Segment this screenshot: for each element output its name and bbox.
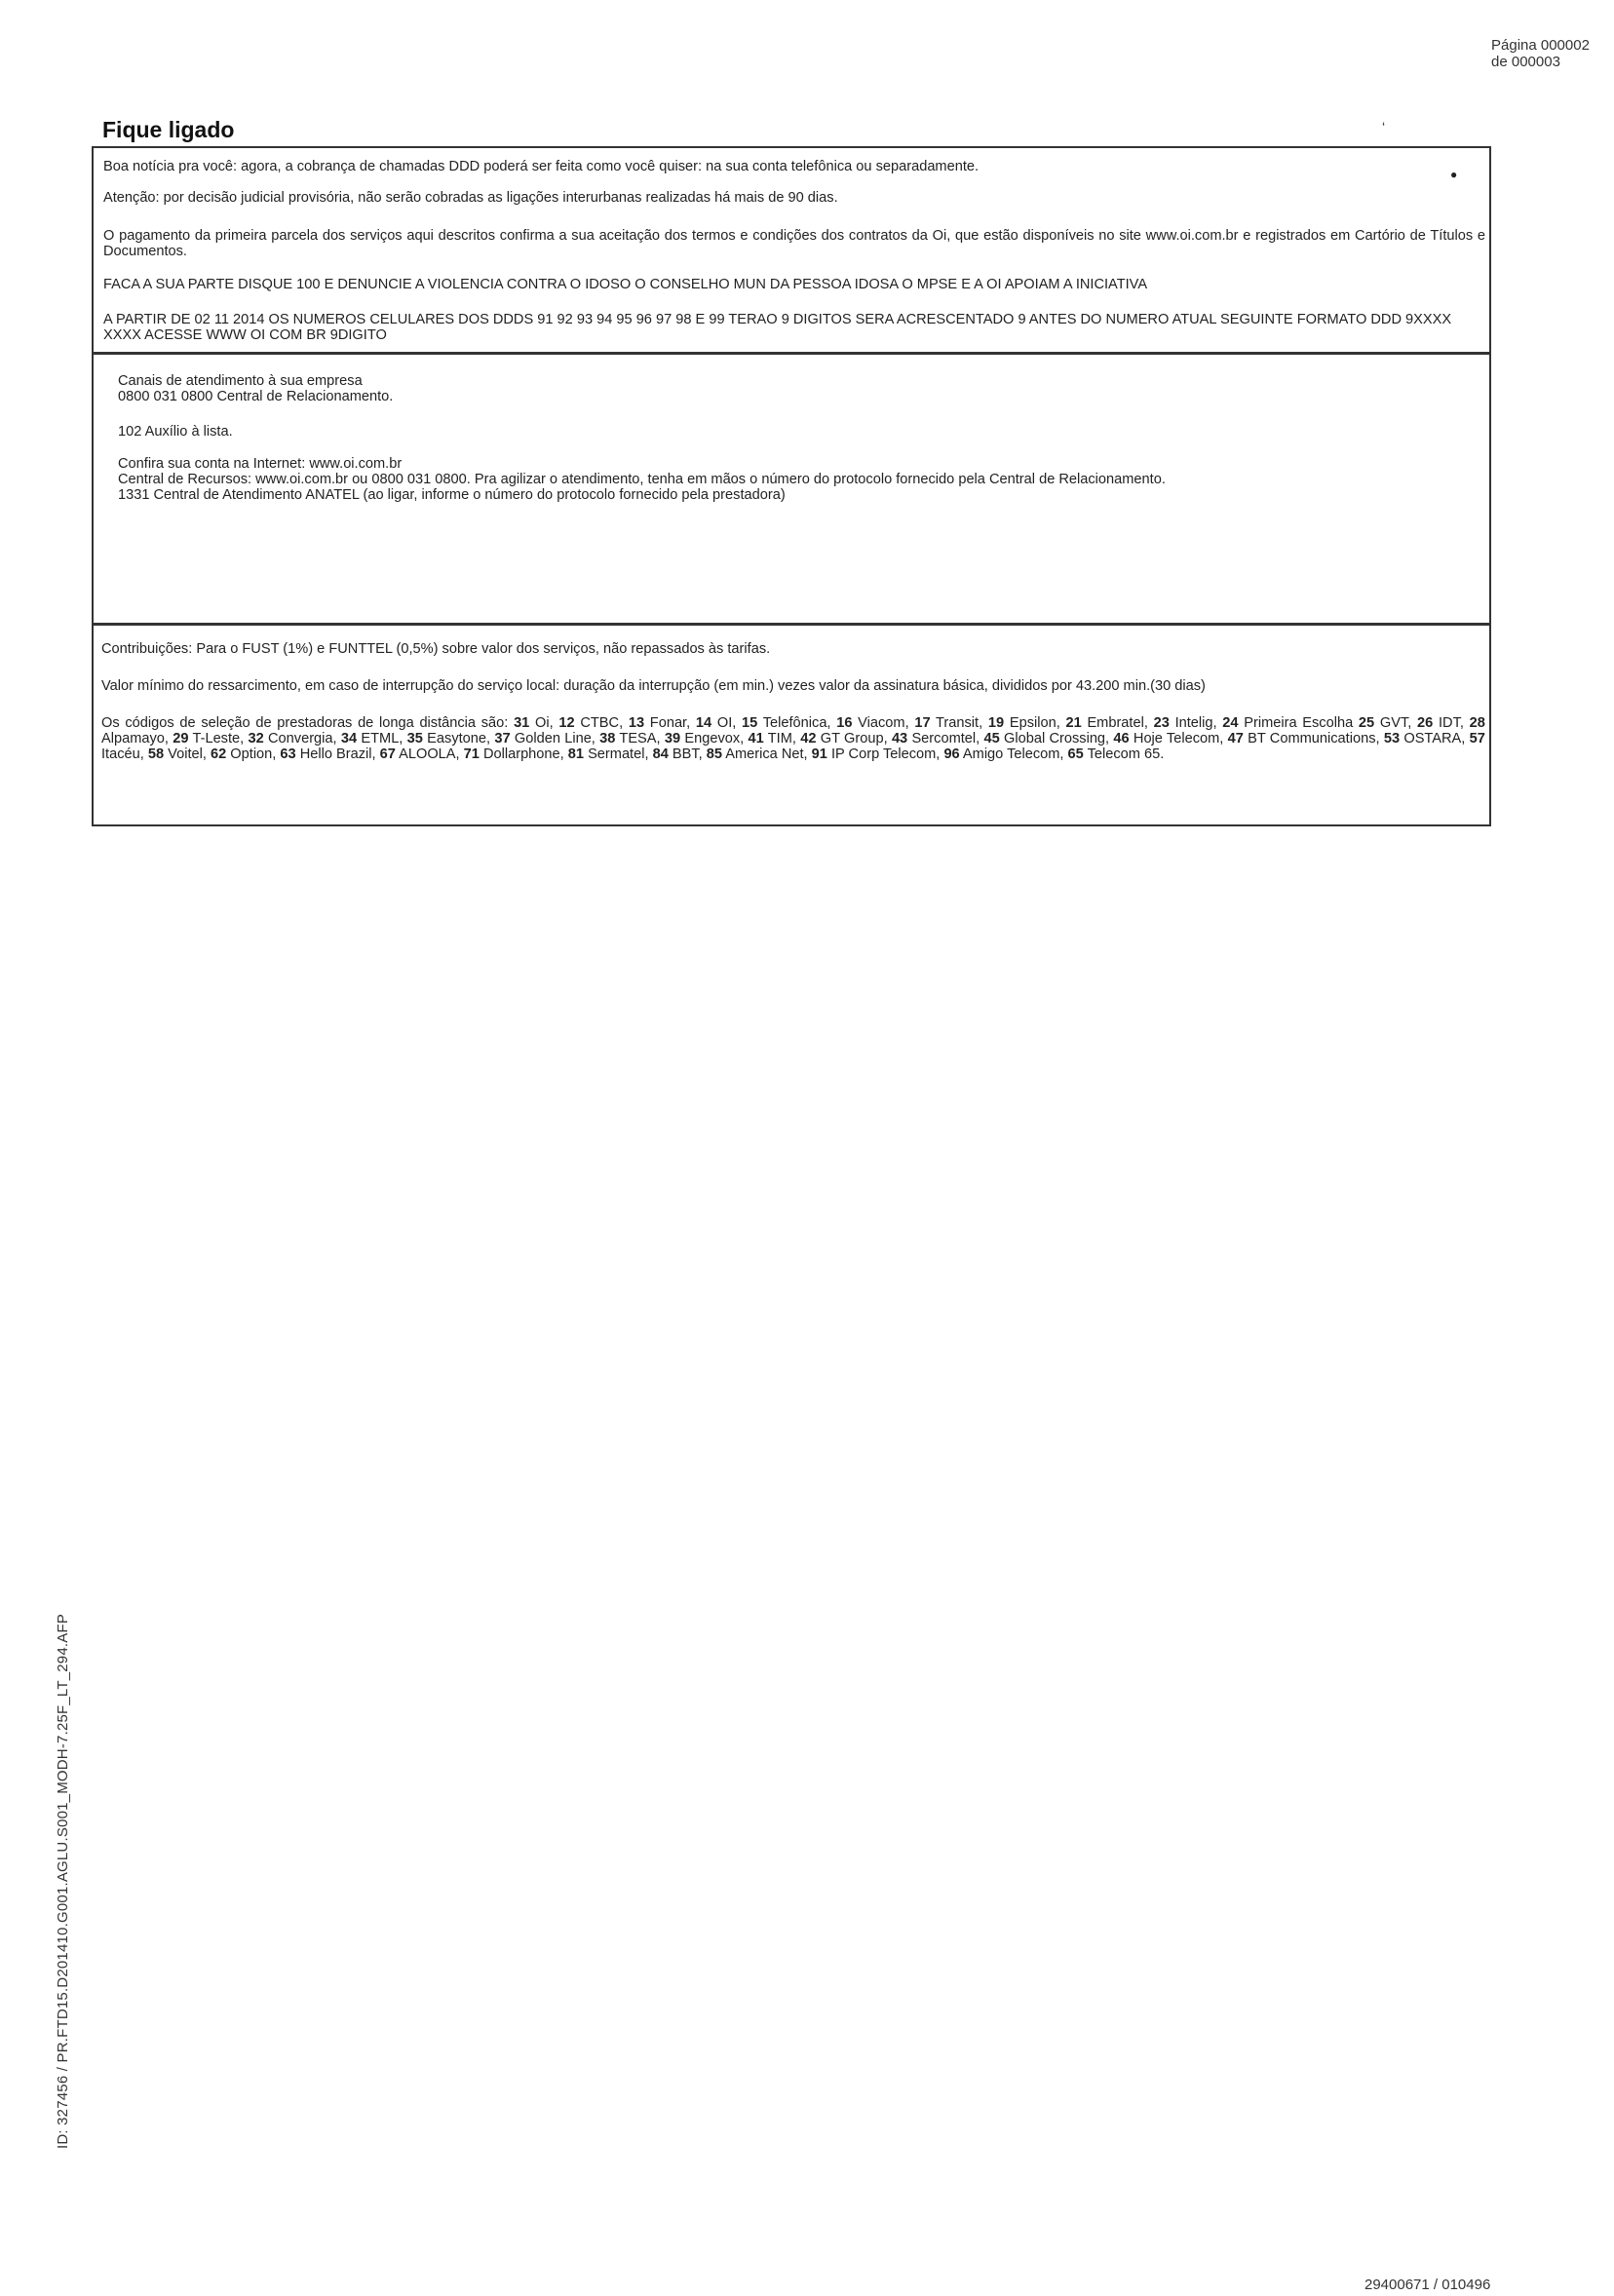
carrier-name: T-Leste, (192, 731, 245, 746)
carrier-code: 96 (943, 746, 960, 762)
carrier-code: 81 (567, 746, 585, 762)
carrier-entry (749, 731, 796, 746)
carrier-name: America Net, (725, 746, 808, 762)
carrier-code: 58 (147, 746, 165, 762)
info-box (92, 624, 1491, 826)
carrier-name: Easytone, (427, 731, 491, 746)
carrier-code: 53 (1383, 731, 1401, 746)
carrier-entry (1359, 715, 1411, 731)
carrier-name: IDT, (1438, 715, 1464, 731)
carrier-code: 28 (1469, 715, 1485, 731)
carrier-code: 47 (1227, 731, 1244, 746)
carrier-name: TIM, (767, 731, 796, 746)
carrier-name: OSTARA, (1403, 731, 1466, 746)
carrier-entry (812, 746, 941, 762)
carrier-name: Embratel, (1087, 715, 1148, 731)
carrier-entry (341, 731, 404, 746)
carrier-entry (1113, 731, 1223, 746)
carrier-name: Dollarphone, (482, 746, 564, 762)
carrier-code: 65 (1067, 746, 1084, 762)
carrier-name: BT Communications, (1248, 731, 1380, 746)
carrier-code: 13 (628, 715, 645, 731)
carrier-entry (988, 715, 1060, 731)
carrier-code: 32 (248, 731, 264, 746)
carrier-code: 14 (695, 715, 712, 731)
carrier-code: 91 (811, 746, 827, 762)
carrier-code: 57 (1469, 731, 1485, 746)
carrier-name: Intelig, (1174, 715, 1217, 731)
carrier-entry (280, 746, 375, 762)
carrier-entry (1417, 715, 1464, 731)
carrier-code: 84 (652, 746, 669, 762)
carrier-entry (629, 715, 690, 731)
footer-code: 29400671 / 010496 (1364, 2277, 1491, 2293)
carrier-entry (665, 731, 744, 746)
carrier-name: OI, (716, 715, 737, 731)
notice-ninth-digit: A PARTIR DE 02 11 2014 OS NUMEROS CELULARES DOS DDDS 91 92 93 94 95 96 97 98 E 99 TERAO 9 DIGITOS SERA ACRESCENTADO 9 ANTES DO NUMERO ATUAL SEGUINTE FORMATO DDD 9XXXX XXXX ACESSE WWW OI COM BR 9DIGITO (103, 312, 1452, 343)
info-contributions: Contribuições: Para o FUST (1%) e FUNTTEL (0,5%) sobre valor dos serviços, não repassados às tarifas. (101, 641, 771, 657)
carrier-name: Viacom, (858, 715, 909, 731)
carrier-entry (249, 731, 337, 746)
carrier-name: Itacéu, (101, 746, 144, 762)
carrier-name: Engevox, (684, 731, 745, 746)
info-refund: Valor mínimo do ressarcimento, em caso de interrupção do serviço local: duração da interrupção (em min.) vezes valor da assinatura básica, divididos por 43.200 min.(30 dias) (101, 678, 1206, 694)
info-carriers (101, 715, 1485, 762)
carrier-code: 38 (599, 731, 616, 746)
carrier-code: 67 (379, 746, 396, 762)
carrier-entry (836, 715, 908, 731)
carrier-code: 41 (748, 731, 764, 746)
carrier-code: 37 (494, 731, 511, 746)
carrier-entry (1065, 715, 1147, 731)
carrier-code: 25 (1358, 715, 1375, 731)
carrier-entry (943, 746, 1063, 762)
carrier-entry (1154, 715, 1217, 731)
carrier-entry (599, 731, 660, 746)
carrier-name: Global Crossing, (1004, 731, 1110, 746)
carrier-name: IP Corp Telecom, (830, 746, 941, 762)
channels-box (92, 353, 1491, 625)
carrier-entry (514, 715, 554, 731)
carrier-name: Fonar, (649, 715, 691, 731)
carrier-name: Voitel, (168, 746, 207, 762)
channel-directory: 102 Auxílio à lista. (118, 424, 233, 440)
carrier-code: 29 (173, 731, 189, 746)
carrier-name: Sermatel, (588, 746, 649, 762)
carrier-name: Alpamayo, (101, 731, 169, 746)
carrier-code: 24 (1222, 715, 1239, 731)
carrier-entry (696, 715, 736, 731)
notices-box (92, 146, 1491, 354)
carrier-entry (892, 731, 980, 746)
carrier-name: ALOOLA, (399, 746, 460, 762)
carrier-name: Convergia, (268, 731, 337, 746)
channel-company: Canais de atendimento à sua empresa 0800 031 0800 Central de Relacionamento. (118, 373, 394, 404)
carrier-code: 16 (836, 715, 853, 731)
carrier-name: Epsilon, (1009, 715, 1060, 731)
carrier-name: ETML, (361, 731, 404, 746)
page-number: Página 000002 de 000003 (1491, 37, 1590, 70)
carrier-name: Hoje Telecom, (1133, 731, 1224, 746)
carrier-entry (464, 746, 564, 762)
carrier-name: Transit, (936, 715, 983, 731)
carrier-entry (558, 715, 623, 731)
carrier-code: 42 (800, 731, 817, 746)
carrier-entry (1228, 731, 1380, 746)
carrier-name: GVT, (1379, 715, 1412, 731)
carrier-name: GT Group, (820, 731, 888, 746)
carrier-entry (407, 731, 490, 746)
notice-elderly: FACA A SUA PARTE DISQUE 100 E DENUNCIE A VIOLENCIA CONTRA O IDOSO O CONSELHO MUN DA PESSOA IDOSA O MPSE E A OI APOIAM A INICIATIVA (103, 277, 1148, 292)
carrier-code: 46 (1113, 731, 1130, 746)
carrier-entry (148, 746, 207, 762)
carrier-code: 45 (983, 731, 1000, 746)
carrier-code: 26 (1417, 715, 1434, 731)
carrier-name: BBT, (672, 746, 703, 762)
carrier-code: 34 (340, 731, 358, 746)
carrier-name: Golden Line, (514, 731, 596, 746)
carrier-name: Telefônica, (762, 715, 831, 731)
carrier-entry (494, 731, 596, 746)
carrier-entry (380, 746, 460, 762)
carrier-entry (568, 746, 649, 762)
carrier-entry (983, 731, 1109, 746)
carrier-name: Telecom 65. (1087, 746, 1165, 762)
carrier-name: CTBC, (580, 715, 624, 731)
carrier-entry (914, 715, 982, 731)
carrier-name: Sercomtel, (911, 731, 980, 746)
channel-internet: Confira sua conta na Internet: www.oi.com.br Central de Recursos: www.oi.com.br ou 0800 031 0800. Pra agilizar o atendimento, tenha em mãos o número do protocolo fornecido pela Central de Relacionamento. 1331 Central de Atendimento ANATEL (ao ligar, informe o número do protocolo fornecido pela prestadora) (118, 456, 1166, 503)
carrier-code: 12 (558, 715, 575, 731)
carrier-entry (653, 746, 703, 762)
carrier-code: 43 (891, 731, 908, 746)
carrier-code: 19 (987, 715, 1005, 731)
carrier-entry (211, 746, 276, 762)
carriers-intro: Os códigos de seleção de prestadoras de longa distância são: (101, 715, 509, 731)
carrier-entry (742, 715, 830, 731)
notice-contract: O pagamento da primeira parcela dos serviços aqui descritos confirma a sua aceitação dos termos e condições dos contratos da Oi, que estão disponíveis no site www.oi.com.br e registrados em Cartório de Títulos e Documentos. (103, 228, 1485, 259)
carrier-code: 23 (1153, 715, 1170, 731)
notice-ddd: Boa notícia pra você: agora, a cobrança de chamadas DDD poderá ser feita como você quiser: na sua conta telefônica ou separadamente. (103, 159, 980, 174)
carrier-entry (707, 746, 808, 762)
carrier-code: 17 (914, 715, 931, 731)
carrier-name: Oi, (535, 715, 554, 731)
side-document-id: ID: 327456 / PR.FTD15.D201410.G001.AGLU.S001_MODH-7.25F_LT_294.AFP (55, 1613, 71, 2149)
carrier-entry (1068, 746, 1165, 762)
carrier-name: TESA, (619, 731, 661, 746)
carrier-code: 35 (406, 731, 423, 746)
section-title: Fique ligado (102, 117, 235, 142)
carrier-entry (1222, 715, 1353, 731)
carrier-code: 71 (463, 746, 480, 762)
carrier-entry (800, 731, 887, 746)
carrier-name: Amigo Telecom, (962, 746, 1064, 762)
carrier-code: 39 (664, 731, 681, 746)
notice-judicial: Atenção: por decisão judicial provisória, não serão cobradas as ligações interurbanas realizadas há mais de 90 dias. (103, 190, 838, 206)
carrier-entry (1384, 731, 1466, 746)
carrier-name: Option, (230, 746, 277, 762)
scan-mark: ‘ (1382, 119, 1386, 134)
carrier-code: 63 (280, 746, 296, 762)
scan-dot: ● (1450, 168, 1458, 181)
carrier-name: Hello Brazil, (299, 746, 376, 762)
carrier-entry (173, 731, 244, 746)
carrier-code: 21 (1065, 715, 1082, 731)
carrier-code: 31 (514, 715, 530, 731)
carrier-code: 15 (742, 715, 758, 731)
carrier-code: 62 (211, 746, 227, 762)
carrier-name: Primeira Escolha (1244, 715, 1354, 731)
carrier-code: 85 (706, 746, 723, 762)
